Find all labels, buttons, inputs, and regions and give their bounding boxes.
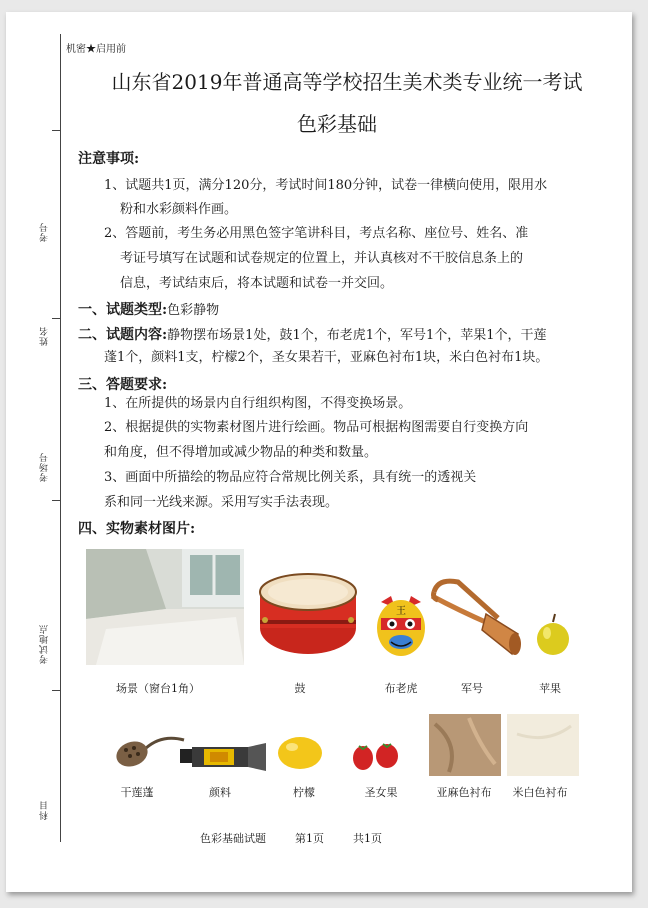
windowsill-photo bbox=[86, 549, 244, 665]
section3-line: 2、根据提供的实物素材图片进行绘画。物品可根据构图需要自行变换方向 bbox=[104, 420, 529, 435]
footer-page: 第1页 bbox=[295, 832, 324, 845]
binding-tick bbox=[52, 500, 60, 501]
image-caption: 布老虎 bbox=[384, 682, 418, 695]
bugle-photo bbox=[428, 574, 522, 656]
section4-heading: 四、实物素材图片: bbox=[78, 521, 196, 537]
exam-title: 山东省2019年普通高等学校招生美术类专业统一考试 bbox=[111, 70, 583, 94]
notice-heading: 注意事项: bbox=[78, 151, 140, 167]
section1-text: 色彩静物 bbox=[167, 303, 220, 318]
beige-cloth-photo bbox=[507, 714, 579, 776]
side-label-room-number: 考场号 bbox=[40, 452, 50, 482]
image-caption: 鼓 bbox=[294, 682, 306, 695]
section3-line: 和角度，但不得增加或减少物品的种类和数量。 bbox=[104, 445, 378, 460]
side-label-exam-number: 考号 bbox=[40, 222, 50, 242]
side-label-exam-location: 考试地点 bbox=[40, 624, 50, 664]
image-caption: 干莲蓬 bbox=[120, 786, 154, 799]
section3-line: 1、在所提供的场景内自行组织构图，不得变换场景。 bbox=[104, 396, 412, 411]
side-label-subject: 科目 bbox=[40, 800, 50, 820]
paint-tube-photo bbox=[180, 743, 268, 771]
section2-line: 蓬1个，颜料1支，柠檬2个，圣女果若干，亚麻色衬布1块，米白色衬布1块。 bbox=[104, 350, 549, 365]
image-caption: 圣女果 bbox=[364, 786, 398, 799]
notice-line: 粉和水彩颜料作画。 bbox=[120, 202, 238, 217]
image-caption: 场景（窗台1角） bbox=[116, 682, 200, 695]
section1-heading: 一、试题类型: bbox=[78, 302, 168, 318]
image-caption: 军号 bbox=[461, 682, 483, 695]
section3-heading: 三、答题要求: bbox=[78, 377, 168, 393]
binding-line bbox=[60, 34, 61, 842]
image-caption: 亚麻色衬布 bbox=[436, 786, 492, 799]
image-caption: 颜料 bbox=[209, 786, 231, 799]
notice-line: 1、试题共1页，满分120分，考试时间180分钟，试卷一律横向使用，限用水 bbox=[104, 178, 548, 193]
section2-heading: 二、试题内容: bbox=[78, 327, 168, 343]
binding-tick bbox=[52, 318, 60, 319]
notice-line: 信息，考试结束后，将本试题和试卷一并交回。 bbox=[120, 276, 394, 291]
image-caption: 苹果 bbox=[539, 682, 561, 695]
svg-text:王: 王 bbox=[396, 606, 406, 617]
image-caption: 柠檬 bbox=[293, 786, 315, 799]
footer-name: 色彩基础试题 bbox=[200, 832, 266, 845]
drum-photo bbox=[257, 570, 359, 658]
side-label-name: 姓名 bbox=[40, 326, 50, 346]
confidential-mark: 机密★启用前 bbox=[66, 44, 126, 55]
image-caption: 米白色衬布 bbox=[512, 786, 568, 799]
linen-cloth-photo bbox=[429, 714, 501, 776]
section3-line: 系和同一光线来源。采用写实手法表现。 bbox=[104, 495, 339, 510]
exam-subject: 色彩基础 bbox=[297, 112, 377, 136]
cloth-tiger-photo bbox=[375, 594, 427, 658]
footer-total: 共1页 bbox=[353, 832, 382, 845]
notice-line: 考证号填写在试题和试卷规定的位置上，并认真核对不干胶信息条上的 bbox=[120, 251, 524, 266]
cherry-tomato-photo bbox=[351, 740, 401, 772]
binding-tick bbox=[52, 130, 60, 131]
section3-line: 3、画面中所描绘的物品应符合常规比例关系，具有统一的透视关 bbox=[104, 470, 477, 485]
notice-line: 2、答题前，考生务必用黑色签字笔讲科目，考点名称、座位号、姓名、准 bbox=[104, 226, 529, 241]
section2-line: 静物摆布场景1处，鼓1个，布老虎1个，军号1个，苹果1个，干莲 bbox=[167, 328, 547, 343]
lotus-pod-photo bbox=[112, 730, 186, 776]
lemon-photo bbox=[276, 733, 326, 771]
binding-tick bbox=[52, 690, 60, 691]
apple-photo bbox=[536, 612, 570, 656]
